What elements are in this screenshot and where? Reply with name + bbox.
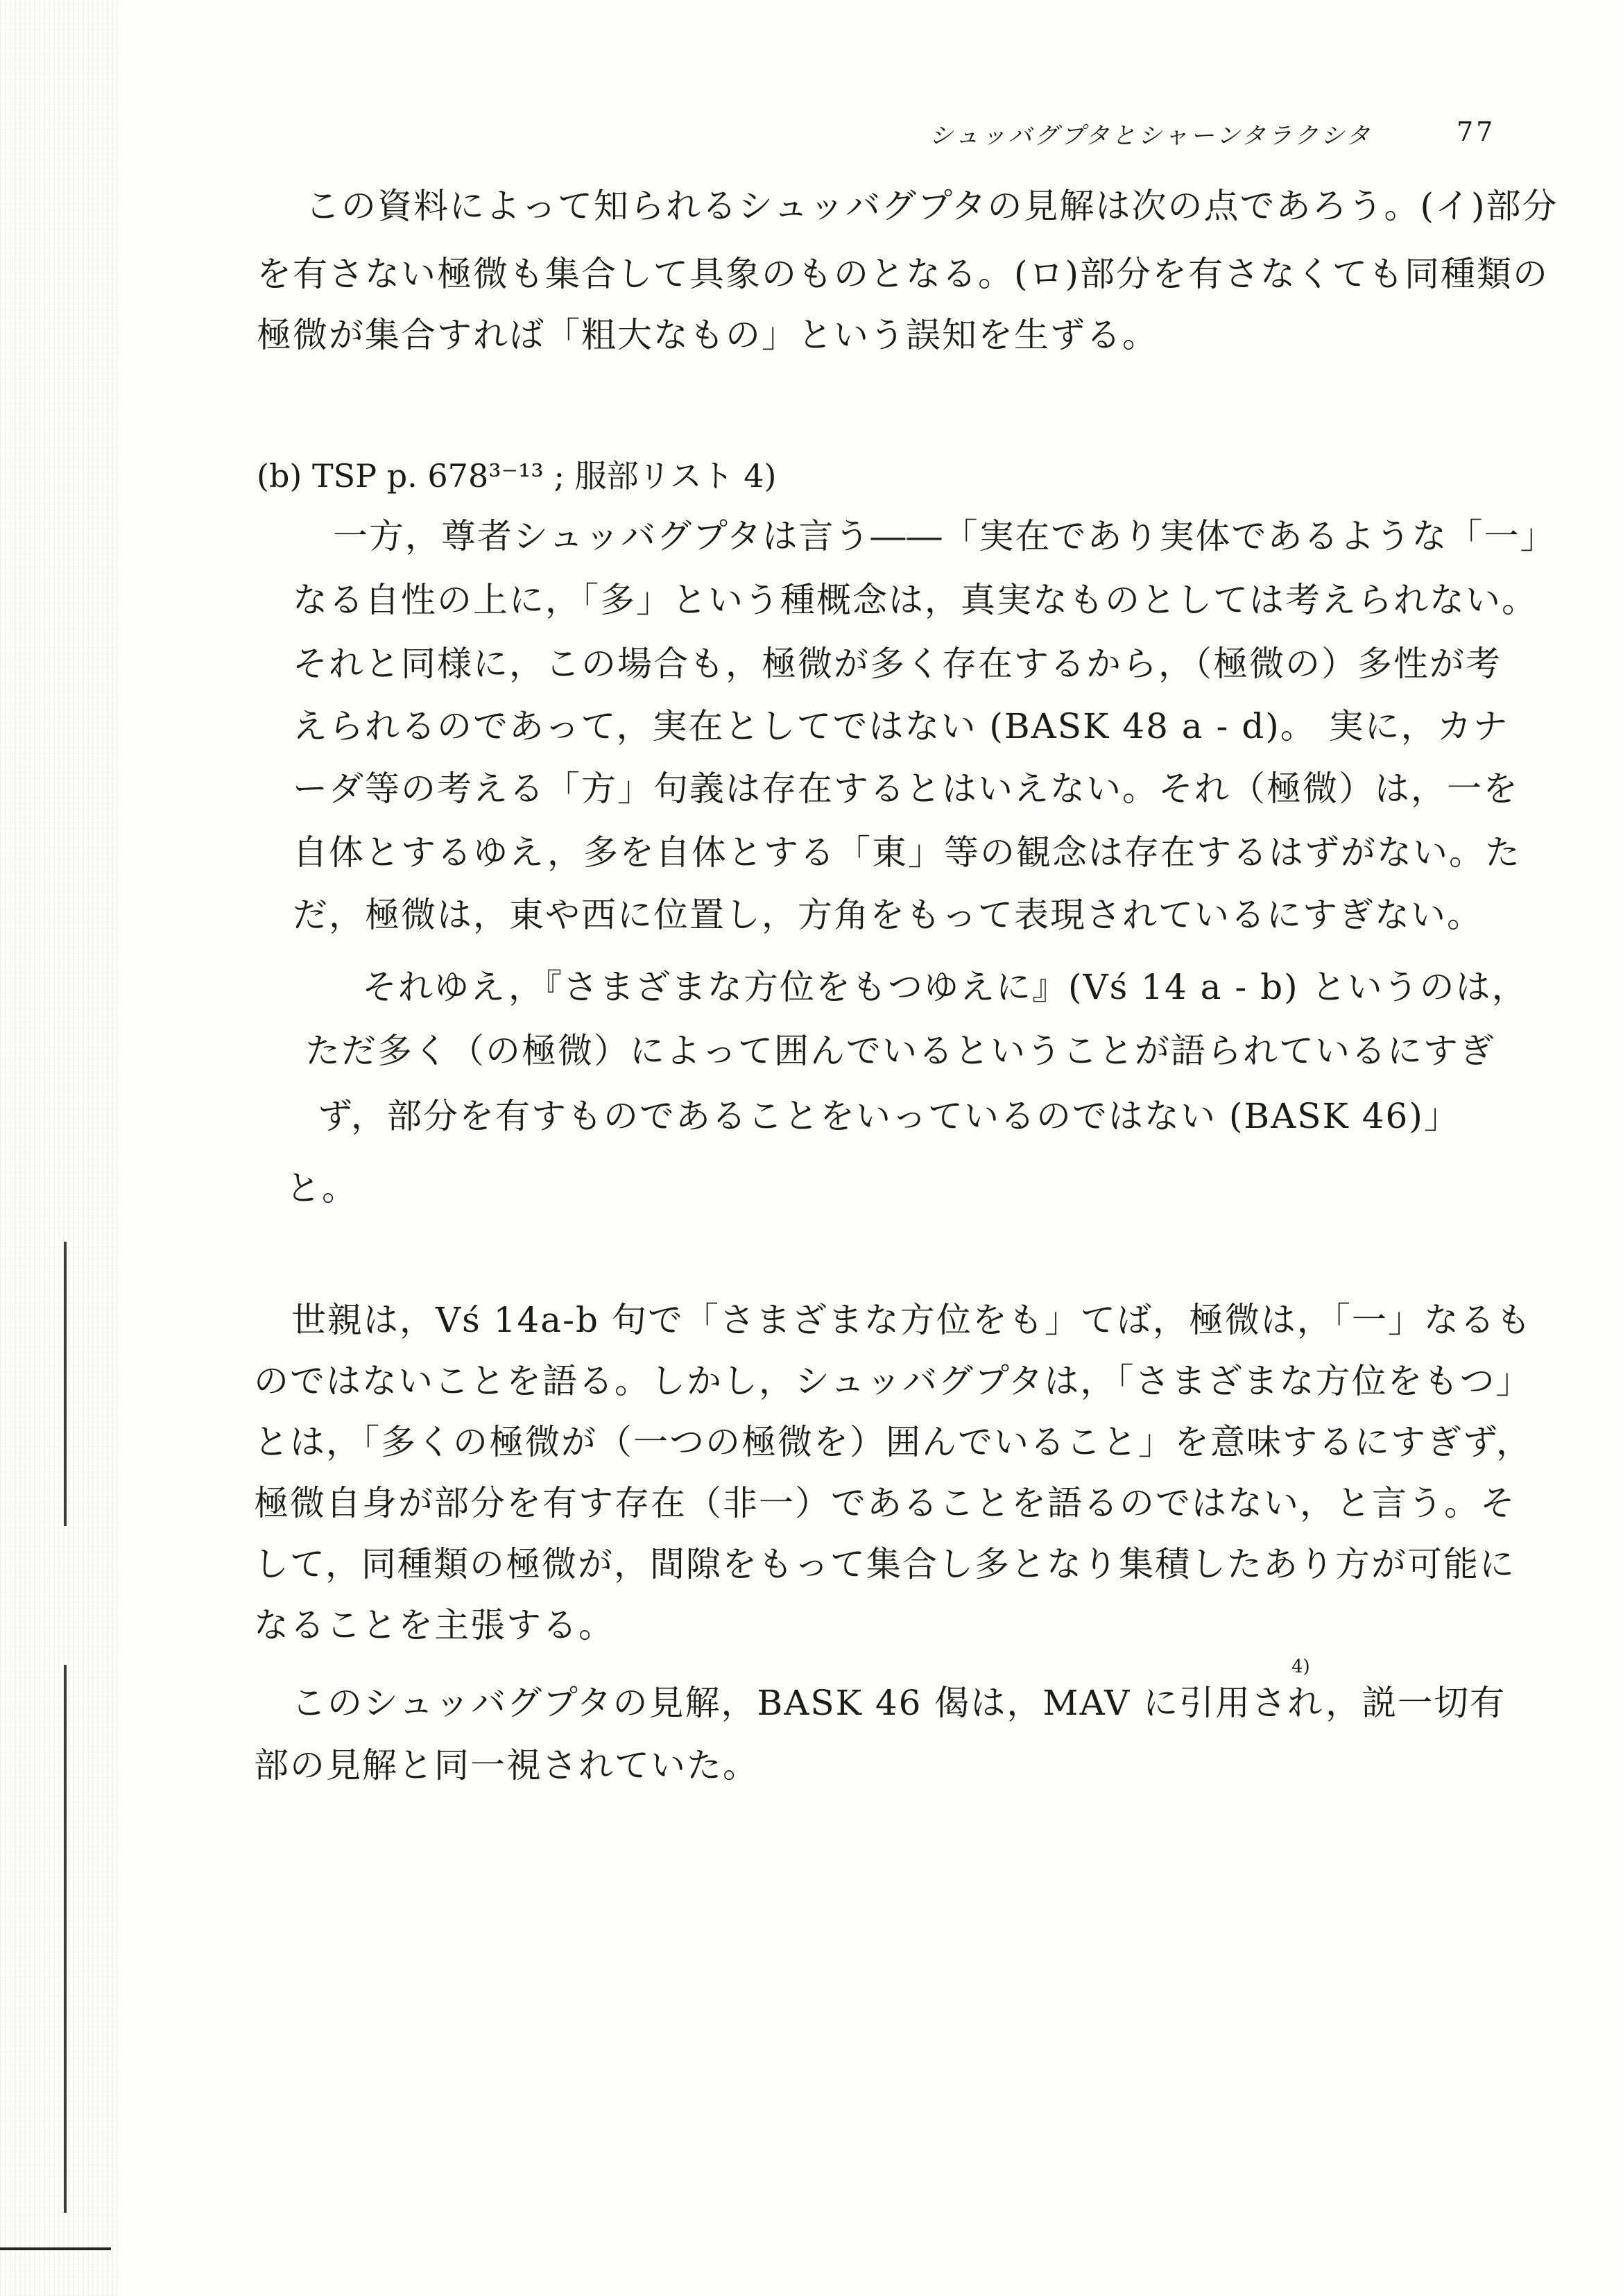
quote-line: ーダ等の考える「方」句義は存在するとはいえない。それ（極微）は，一を bbox=[293, 769, 1519, 809]
quote-line: ただ多く（の極微）によって囲んでいるということが語られているにすぎ bbox=[305, 1031, 1495, 1071]
running-head-title: シュッバグプタとシャーンタラクシタ bbox=[929, 122, 1373, 150]
footnote-marker: 4) bbox=[1291, 1656, 1310, 1677]
quote-line: 一方，尊者シュッバグプタは言う――「実在であり実体であるような「一」 bbox=[333, 516, 1556, 556]
body-line: このシュッバグプタの見解，BASK 46 偈は，MAV に引用され，説一切有 bbox=[291, 1683, 1506, 1723]
body-line: とは，「多くの極微が（一つの極微を）囲んでいること」を意味するにすぎず， bbox=[254, 1422, 1532, 1462]
quote-line: それと同様に，この場合も，極微が多く存在するから，（極微の）多性が考 bbox=[293, 644, 1502, 684]
scan-bottom-line bbox=[0, 2247, 111, 2250]
scan-gutter-shading bbox=[0, 0, 118, 2296]
quote-line: なる自性の上に，「多」という種概念は，真実なものとしては考えられない。 bbox=[293, 580, 1538, 620]
quote-line: 自体とするゆえ，多を自体とする「東」等の観念は存在するはずがない。た bbox=[293, 832, 1521, 873]
scan-margin-line bbox=[64, 1665, 67, 2213]
quote-line: えられるのであって，実在としてではない (BASK 48 a - d)。 実に，カナ bbox=[293, 706, 1509, 746]
body-line: 部の見解と同一視されていた。 bbox=[254, 1745, 759, 1785]
page-number: 77 bbox=[1457, 117, 1496, 147]
body-line: なることを主張する。 bbox=[254, 1605, 615, 1645]
source-reference: (b) TSP p. 678³⁻¹³ ; 服部リスト 4) bbox=[257, 457, 777, 495]
body-line: この資料によって知られるシュッバグプタの見解は次の点であろう。(イ)部分 bbox=[305, 186, 1558, 226]
scan-margin-line bbox=[64, 1242, 67, 1526]
quote-line: だ，極微は，東や西に位置し，方角をもって表現されているにすぎない。 bbox=[293, 895, 1483, 935]
body-line: 極微自身が部分を有す存在（非一）であることを語るのではない，と言う。そ bbox=[254, 1483, 1516, 1523]
quote-line: と。 bbox=[286, 1168, 358, 1208]
body-line: のではないことを語る。しかし，シュッバグプタは，「さまざまな方位をもつ」 bbox=[254, 1361, 1532, 1401]
body-line: を有さない極微も集合して具象のものとなる。(ロ)部分を有さなくても同種類の bbox=[257, 254, 1549, 294]
running-head bbox=[929, 117, 1496, 151]
quote-line: それゆえ，『さまざまな方位をもつゆえに』(Vś 14 a - b) というのは， bbox=[362, 967, 1528, 1007]
body-line: 極微が集合すれば「粗大なもの」という誤知を生ずる。 bbox=[257, 315, 1158, 355]
quote-line: ず，部分を有すものであることをいっているのではない (BASK 46)」 bbox=[318, 1096, 1460, 1136]
body-line: 世親は，Vś 14a-b 句で「さまざまな方位をも」てば，極微は，「一」なるも bbox=[291, 1300, 1532, 1340]
body-line: して，同種類の極微が，間隙をもって集合し多となり集積したあり方が可能に bbox=[254, 1544, 1515, 1584]
